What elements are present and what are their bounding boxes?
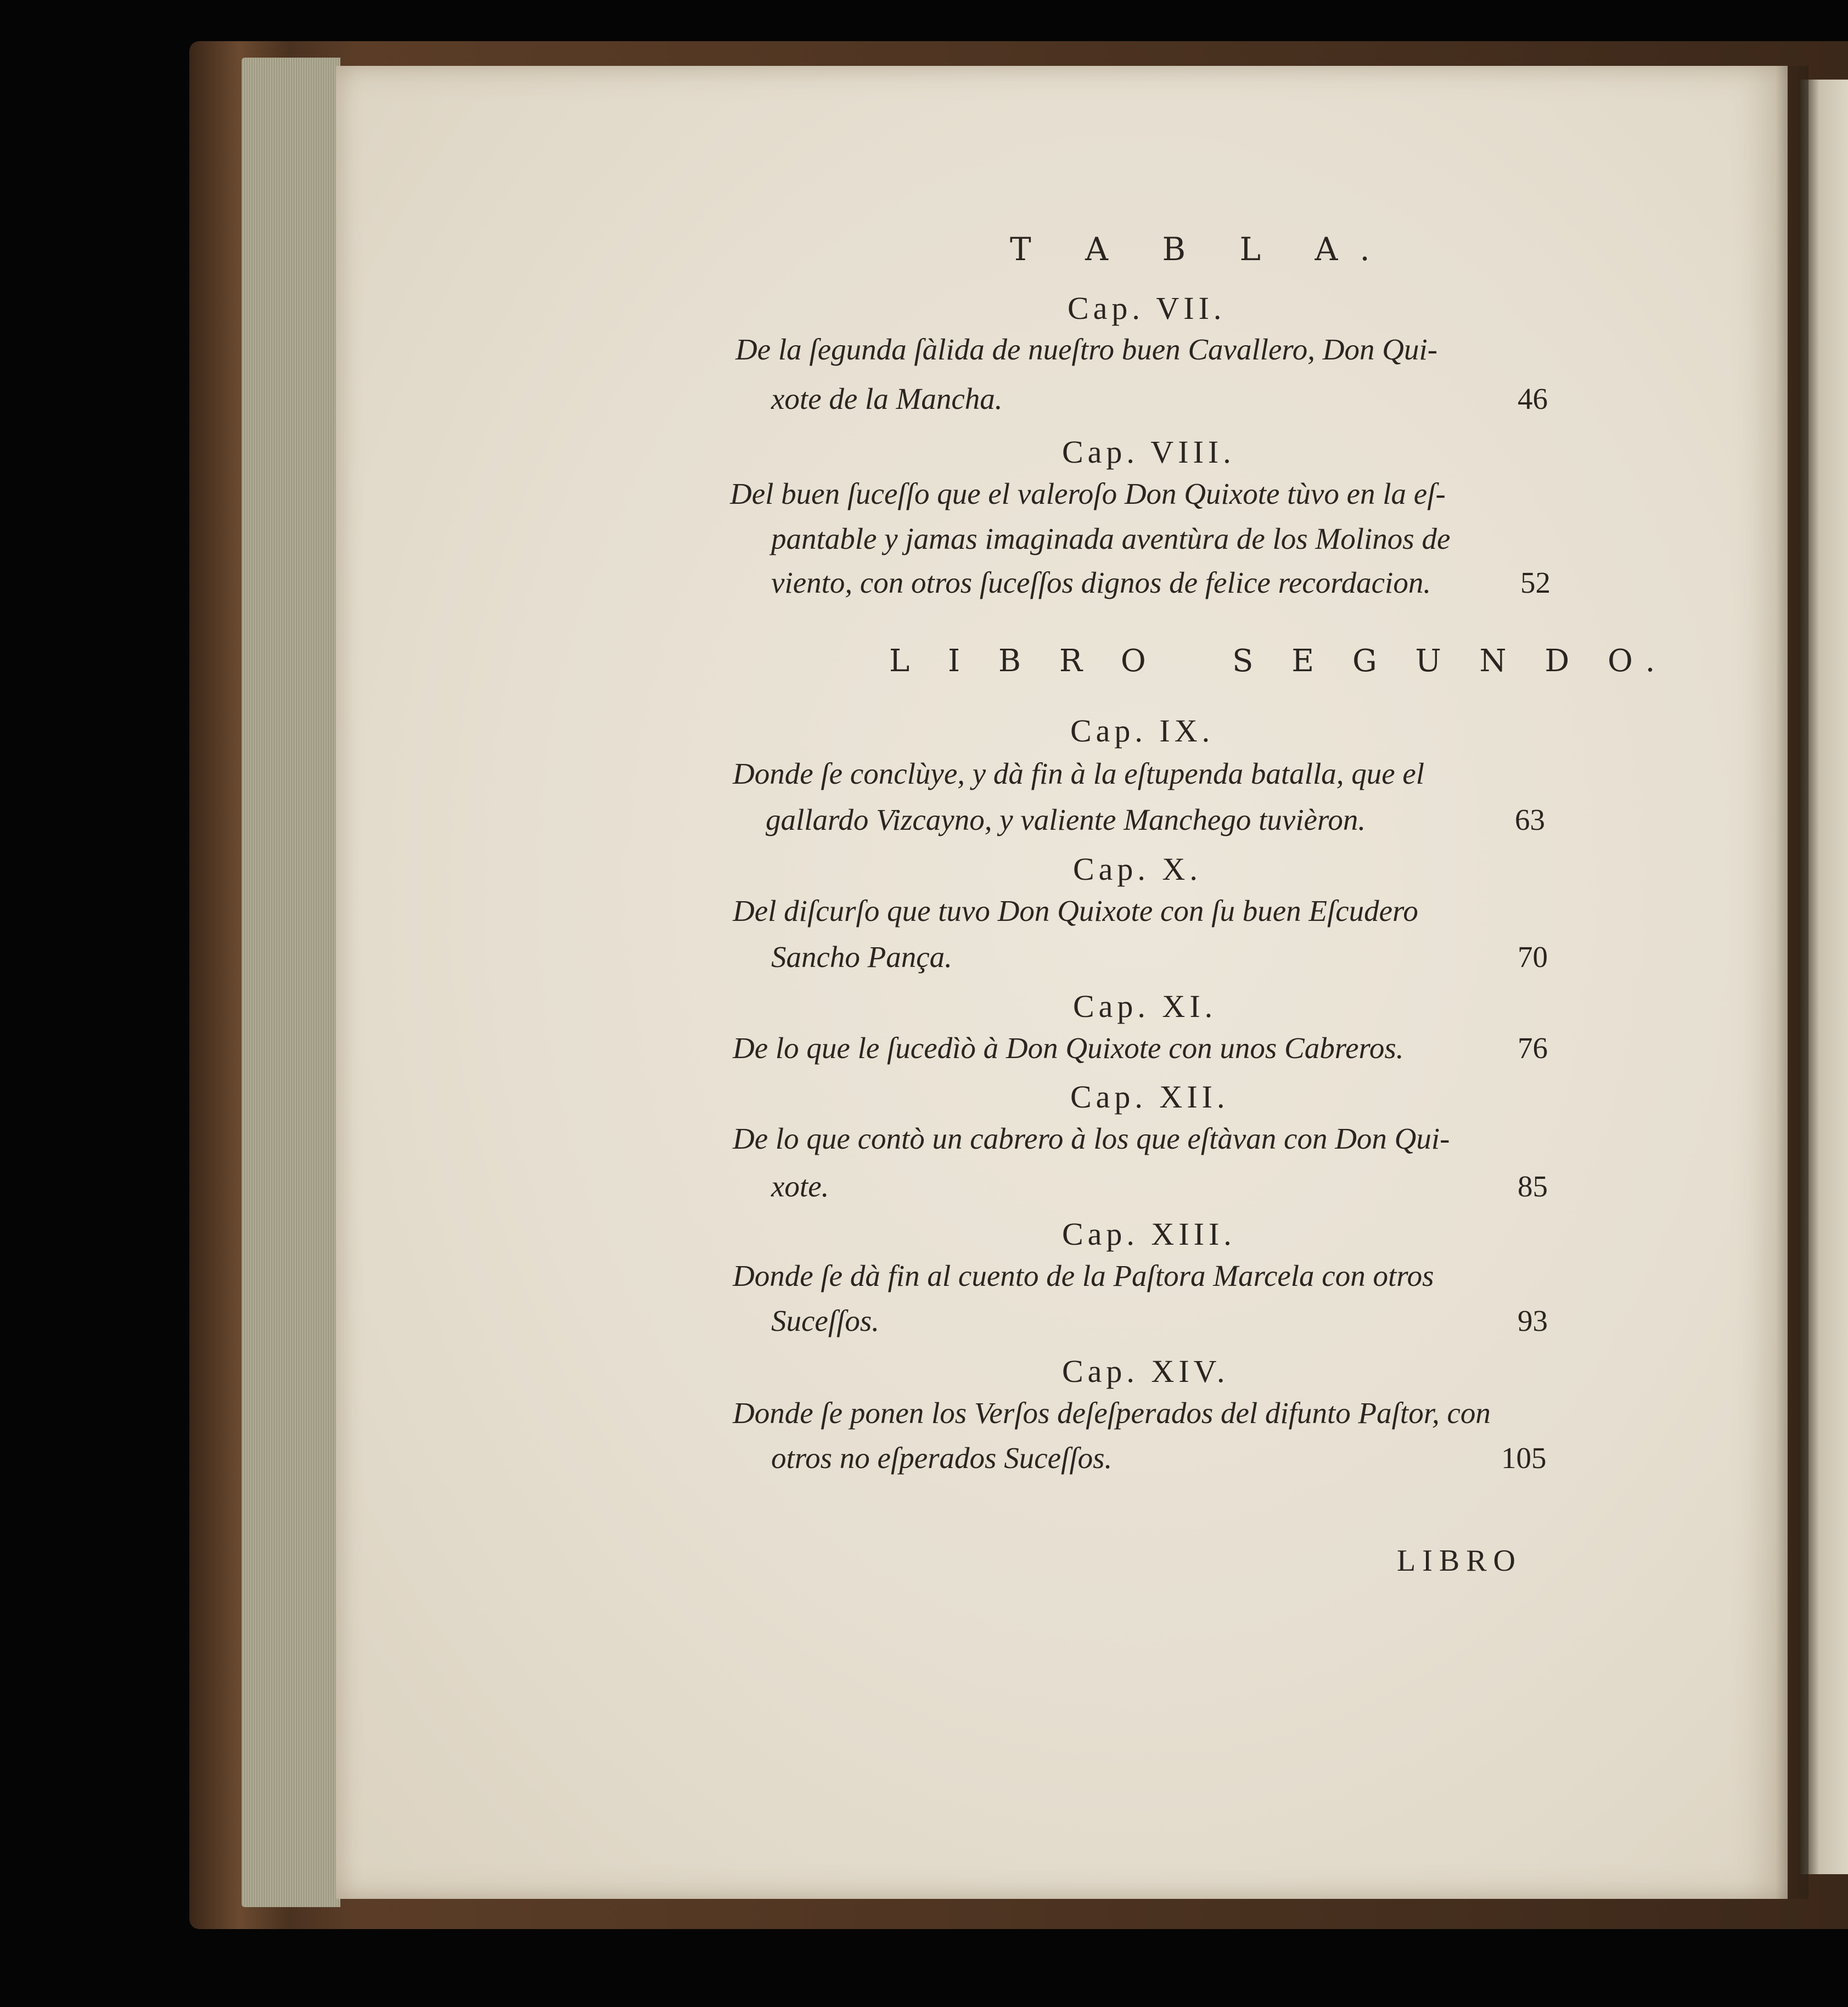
gutter-shadow [1776,66,1808,1899]
page-number: 52 [1520,566,1551,599]
entry-line: Donde ſe dà fin al cuento de la Paſtora Marcela con otros [733,1259,1434,1292]
catchword: LIBRO [1397,1544,1522,1578]
page-number: 85 [1518,1170,1548,1203]
entry-line: De lo que le ſucedìò à Don Quixote con unos Cabreros. [733,1031,1404,1065]
page-number: 105 [1501,1441,1547,1475]
entry-line: xote de la Mancha. [771,382,1003,415]
entry-line: otros no eſperados Suceſſos. [771,1441,1113,1475]
entry-line: Del diſcurſo que tuvo Don Quixote con ſu buen Eſcudero [733,894,1418,927]
page-number: 76 [1518,1031,1548,1065]
entry-line: Del buen ſuceſſo que el valeroſo Don Quixote tùvo en la eſ- [730,477,1446,510]
running-head: T A B L A. [1010,231,1392,268]
page-number: 46 [1518,382,1548,415]
chapter-heading: Cap. XII. [1070,1079,1229,1115]
entry-line: Donde ſe conclùye, y dà fin à la eſtupenda batalla, que el [733,757,1425,790]
entry-line: viento, con otros ſuceſſos dignos de felice recordacion. [771,566,1431,599]
entry-line: pantable y jamas imaginada aventùra de los Molinos de [771,522,1451,555]
entry-line: Suceſſos. [771,1304,880,1337]
chapter-heading: Cap. VIII. [1062,434,1235,470]
page-number: 70 [1518,940,1548,974]
entry-line: Sancho Pança. [771,940,952,974]
entry-line: xote. [771,1170,829,1203]
entry-line: De lo que contò un cabrero à los que eſtàvan con Don Qui- [733,1122,1450,1155]
page-number: 63 [1515,803,1545,836]
page-edges [241,58,340,1907]
entry-line: gallardo Vizcayno, y valiente Manchego tuvièron. [766,803,1366,836]
section-title: L I B R O S E G U N D O. [889,643,1670,679]
page-number: 93 [1518,1304,1548,1337]
chapter-heading: Cap. XI. [1073,988,1217,1024]
entry-line: Donde ſe ponen los Verſos deſeſperados del difunto Paſtor, con [733,1396,1491,1430]
chapter-heading: Cap. VII. [1068,290,1226,326]
chapter-heading: Cap. XIII. [1062,1216,1236,1252]
chapter-heading: Cap. IX. [1070,713,1215,749]
entry-line: De la ſegunda ſàlida de nueſtro buen Cavallero, Don Qui- [735,333,1438,366]
chapter-heading: Cap. XIV. [1062,1353,1229,1389]
chapter-heading: Cap. X. [1073,851,1202,887]
